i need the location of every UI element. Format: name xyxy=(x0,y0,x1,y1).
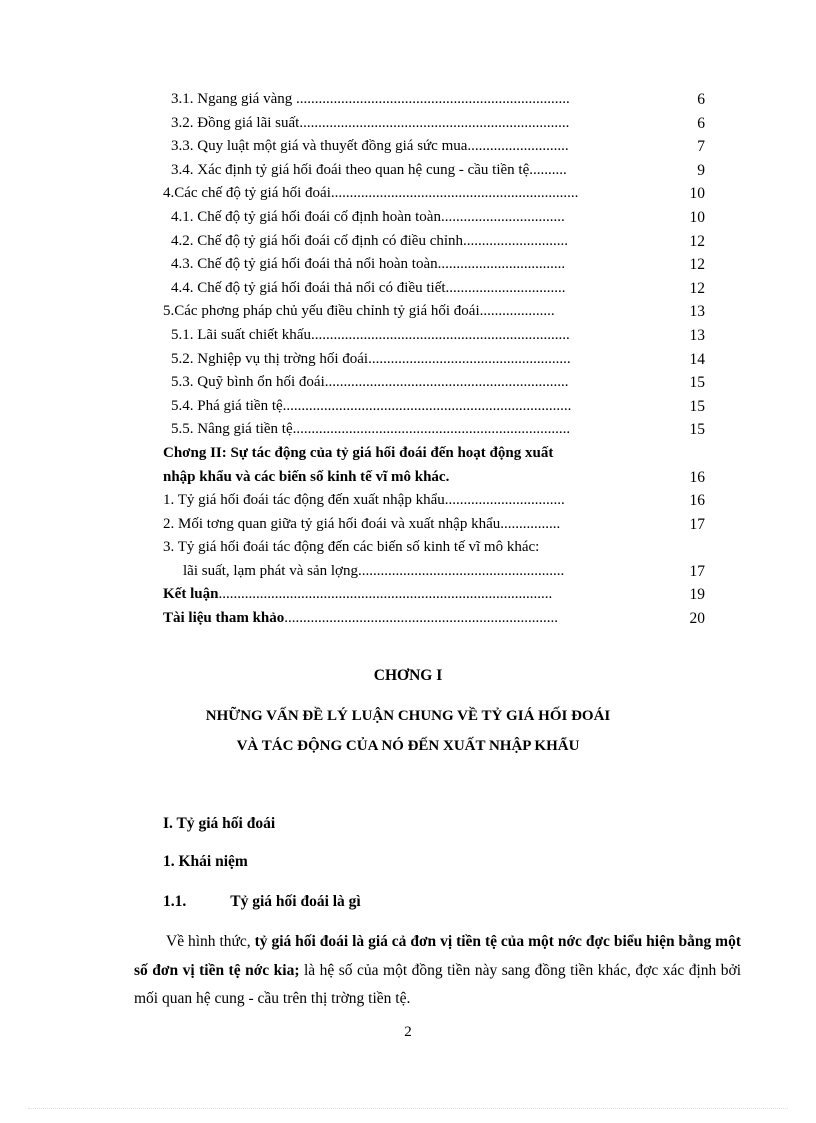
toc-chapter-2-cont xyxy=(163,466,723,490)
toc-page-number: 6 xyxy=(697,114,705,132)
toc-entry: 3.1. Ngang giá vàng ......................................................................... xyxy=(171,91,570,107)
toc-page-number: 17 xyxy=(689,515,705,533)
toc-item xyxy=(163,300,723,324)
table-of-contents xyxy=(163,88,723,631)
paragraph-text: Về hình thức, xyxy=(166,933,255,950)
toc-leader: ......................................................................... xyxy=(284,610,559,627)
paragraph-bold-text: tỷ giá hối đoái là giá cả đơn vị tiền tệ của một nớc đợc biểu hiện bằng một số đơn vị tiền tệ nớc kia; xyxy=(134,933,742,979)
toc-entry: lãi suất, lạm phát và sản lợng....................................................... xyxy=(183,562,565,579)
toc-page-number: 10 xyxy=(689,208,705,226)
body-paragraph xyxy=(134,928,741,1014)
toc-entry: Chơng II: Sự tác động của tỷ giá hối đoái đến hoạt động xuất xyxy=(163,444,554,461)
toc-item xyxy=(163,277,723,301)
toc-page-number: 12 xyxy=(689,232,705,250)
toc-page-number: 19 xyxy=(689,586,705,604)
section-heading: I. Tỷ giá hối đoái xyxy=(163,815,276,832)
page-number: 2 xyxy=(404,1024,412,1040)
toc-entry: 5.5. Nâng giá tiền tệ.......................................................................... xyxy=(171,421,571,438)
toc-entry: 1. Tỷ giá hối đoái tác động đến xuất nhập khẩu................................ xyxy=(163,492,565,509)
toc-page-number: 15 xyxy=(689,421,705,439)
toc-item xyxy=(163,418,723,442)
toc-page-number: 12 xyxy=(689,279,705,297)
toc-page-number: 6 xyxy=(697,91,705,108)
toc-page-number: 12 xyxy=(689,256,705,274)
toc-page-number: 13 xyxy=(689,326,705,344)
toc-item xyxy=(163,395,723,419)
toc-entry: 3.2. Đồng giá lãi suất........................................................................ xyxy=(171,114,570,131)
toc-entry: 3. Tỷ giá hối đoái tác động đến các biến số kinh tế vĩ mô khác: xyxy=(163,539,540,556)
toc-item xyxy=(163,253,723,277)
toc-item xyxy=(163,112,723,136)
toc-item xyxy=(163,513,723,537)
toc-chapter-2 xyxy=(163,442,723,466)
toc-item xyxy=(163,324,723,348)
toc-item xyxy=(163,206,723,230)
toc-item xyxy=(163,135,723,159)
toc-references xyxy=(163,607,723,631)
toc-page-number: 9 xyxy=(697,161,705,179)
chapter-label: CHƠNG I xyxy=(373,667,443,684)
toc-page-number: 16 xyxy=(689,468,705,486)
toc-entry: 4.4. Chế độ tỷ giá hối đoái thả nổi có điều tiết................................ xyxy=(171,279,566,296)
subsubsection-title: Tỷ giá hối đoái là gì xyxy=(230,893,361,910)
toc-item xyxy=(163,348,723,372)
toc-entry: 5.4. Phá giá tiền tệ............................................................................. xyxy=(171,397,572,414)
toc-page-number: 14 xyxy=(689,350,705,368)
toc-entry: 5.1. Lãi suất chiết khấu..................................................................... xyxy=(171,326,570,343)
toc-entry: 2. Mối tơng quan giữa tỷ giá hối đoái và xuất nhập khẩu................ xyxy=(163,515,561,532)
toc-leader: ......................................................................................... xyxy=(218,586,553,603)
toc-item xyxy=(163,230,723,254)
toc-page-number: 17 xyxy=(689,562,705,580)
toc-item xyxy=(163,159,723,183)
toc-entry: 5.2. Nghiệp vụ thị trờng hối đoái...................................................... xyxy=(171,350,571,367)
toc-entry: 3.4. Xác định tỷ giá hối đoái theo quan hệ cung - cầu tiền tệ.......... xyxy=(171,161,567,178)
toc-page-number: 20 xyxy=(689,610,705,628)
toc-entry: 3.3. Quy luật một giá và thuyết đồng giá sức mua........................... xyxy=(171,138,569,155)
toc-entry: 4.2. Chế độ tỷ giá hối đoái cố định có điều chỉnh............................ xyxy=(171,232,569,249)
toc-item xyxy=(163,371,723,395)
page-border-dots xyxy=(28,1108,788,1109)
toc-item xyxy=(163,489,723,513)
toc-page-number: 15 xyxy=(689,397,705,415)
toc-item-cont xyxy=(163,560,723,584)
toc-page-number: 13 xyxy=(689,303,705,321)
toc-item xyxy=(163,88,723,112)
chapter-title-line1: NHỮNG VẤN ĐỀ LÝ LUẬN CHUNG VỀ TỶ GIÁ HỐI ĐOÁI xyxy=(205,708,611,724)
subsection-heading: 1. Khái niệm xyxy=(163,853,248,870)
toc-entry: 5.3. Quỹ bình ổn hối đoái................................................................. xyxy=(171,374,569,391)
subsubsection-heading xyxy=(163,893,361,911)
subsubsection-number: 1.1. xyxy=(163,893,187,910)
toc-conclusion xyxy=(163,583,723,607)
toc-entry: Tài liệu tham khảo xyxy=(163,610,285,627)
toc-entry: 4.1. Chế độ tỷ giá hối đoái cố định hoàn toàn................................. xyxy=(171,208,565,225)
toc-entry: 5.Các phơng pháp chủ yếu điều chỉnh tỷ giá hối đoái.................... xyxy=(163,303,555,320)
toc-item xyxy=(163,182,723,206)
toc-entry: 4.3. Chế độ tỷ giá hối đoái thả nổi hoàn toàn.................................. xyxy=(171,256,566,273)
toc-entry: Kết luận xyxy=(163,586,219,603)
paragraph-text: là hệ số của một đồng tiền này sang đồng tiền khác, đợc xác định bởi mối quan hệ cung - cầu trên thị trờng tiền tệ. xyxy=(134,961,742,1007)
toc-entry: 4.Các chế độ tỷ giá hối đoái.................................................................. xyxy=(163,185,579,202)
toc-page-number: 15 xyxy=(689,374,705,392)
chapter-title-line2: VÀ TÁC ĐỘNG CỦA NÓ ĐẾN XUẤT NHẬP KHẨU xyxy=(236,738,580,754)
toc-page-number: 10 xyxy=(689,185,705,203)
toc-page-number: 7 xyxy=(697,138,705,156)
toc-entry: nhập khẩu và các biến số kinh tế vĩ mô khác. xyxy=(163,468,450,485)
toc-item xyxy=(163,536,723,560)
toc-page-number: 16 xyxy=(689,492,705,510)
